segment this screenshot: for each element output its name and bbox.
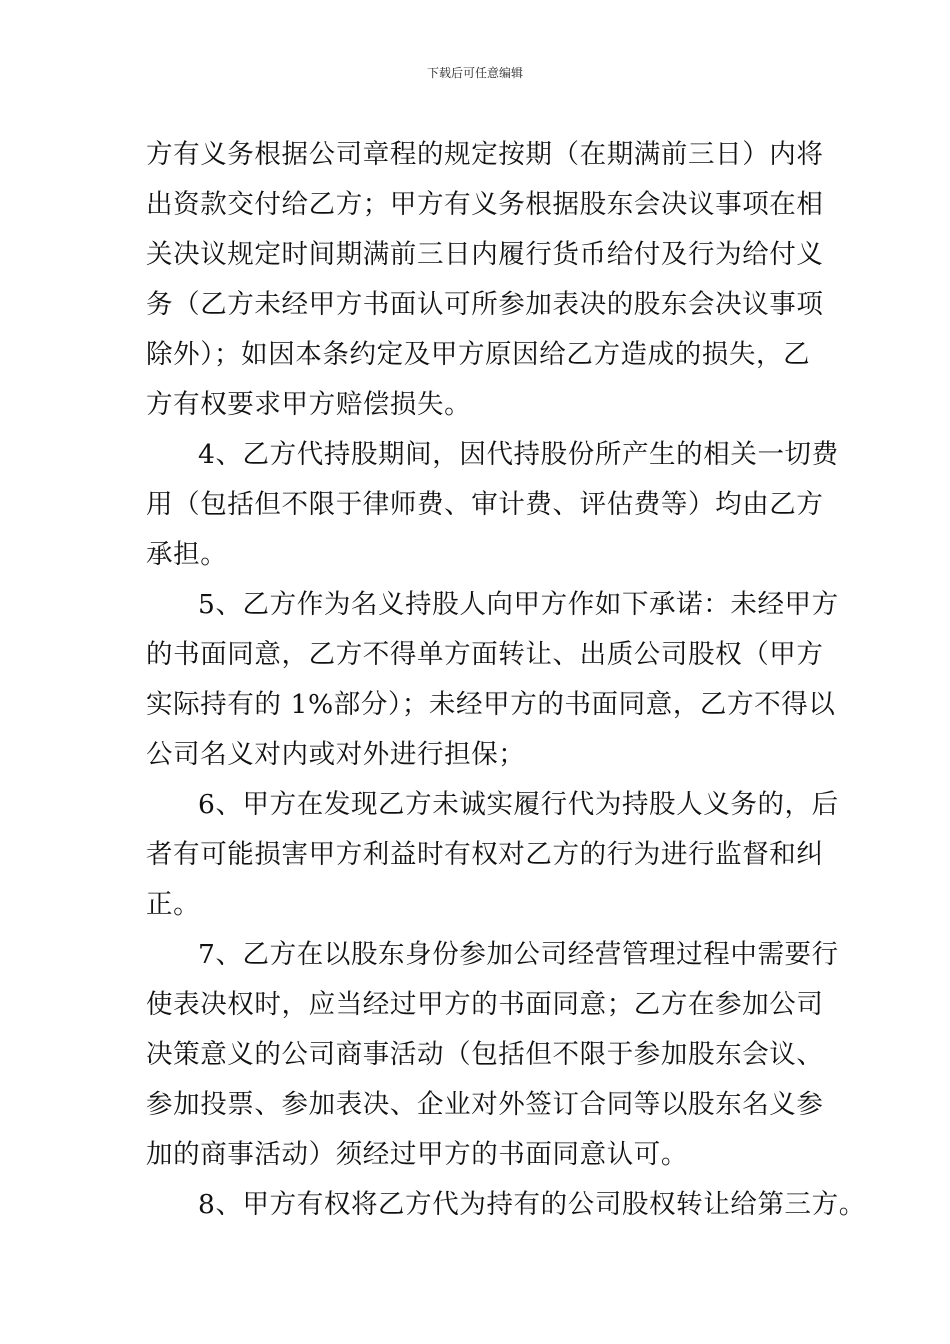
text-line: 方有义务根据公司章程的规定按期（在期满前三日）内将 [146,139,824,170]
text-line: 实际持有的 1%部分）；未经甲方的书面同意，乙方不得以 [146,689,836,720]
text-line: 公司名义对内或对外进行担保； [146,739,526,770]
text-line: 决策意义的公司商事活动（包括但不限于参加股东会议、 [146,1039,824,1070]
text-line: 使表决权时，应当经过甲方的书面同意；乙方在参加公司 [146,989,824,1020]
clause-5-line: 5、乙方作为名义持股人向甲方作如下承诺：未经甲方 [198,589,839,620]
text-line: 方有权要求甲方赔偿损失。 [146,389,472,420]
text-line: 关决议规定时间期满前三日内履行货币给付及行为给付义 [146,239,824,270]
text-line: 除外）；如因本条约定及甲方原因给乙方造成的损失，乙 [146,339,811,370]
clause-6-line: 6、甲方在发现乙方未诚实履行代为持股人义务的，后 [198,789,839,820]
clause-4-line: 4、乙方代持股期间，因代持股份所产生的相关一切费 [198,439,839,470]
text-line: 参加投票、参加表决、企业对外签订合同等以股东名义参 [146,1089,824,1120]
page-header-note: 下载后可任意编辑 [426,66,523,80]
text-line: 用（包括但不限于律师费、审计费、评估费等）均由乙方 [146,489,824,520]
text-line: 正。 [146,889,201,920]
text-line: 加的商事活动）须经过甲方的书面同意认可。 [146,1139,688,1170]
text-line: 务（乙方未经甲方书面认可所参加表决的股东会决议事项 [146,289,824,320]
clause-7-line: 7、乙方在以股东身份参加公司经营管理过程中需要行 [198,939,839,970]
text-line: 者有可能损害甲方利益时有权对乙方的行为进行监督和纠 [146,839,824,870]
text-line: 的书面同意，乙方不得单方面转让、出质公司股权（甲方 [146,639,824,670]
clause-8-line: 8、甲方有权将乙方代为持有的公司股权转让给第三方。 [198,1189,866,1220]
document-body [146,130,866,1230]
text-line: 承担。 [146,539,228,570]
text-line: 出资款交付给乙方；甲方有义务根据股东会决议事项在相 [146,189,824,220]
